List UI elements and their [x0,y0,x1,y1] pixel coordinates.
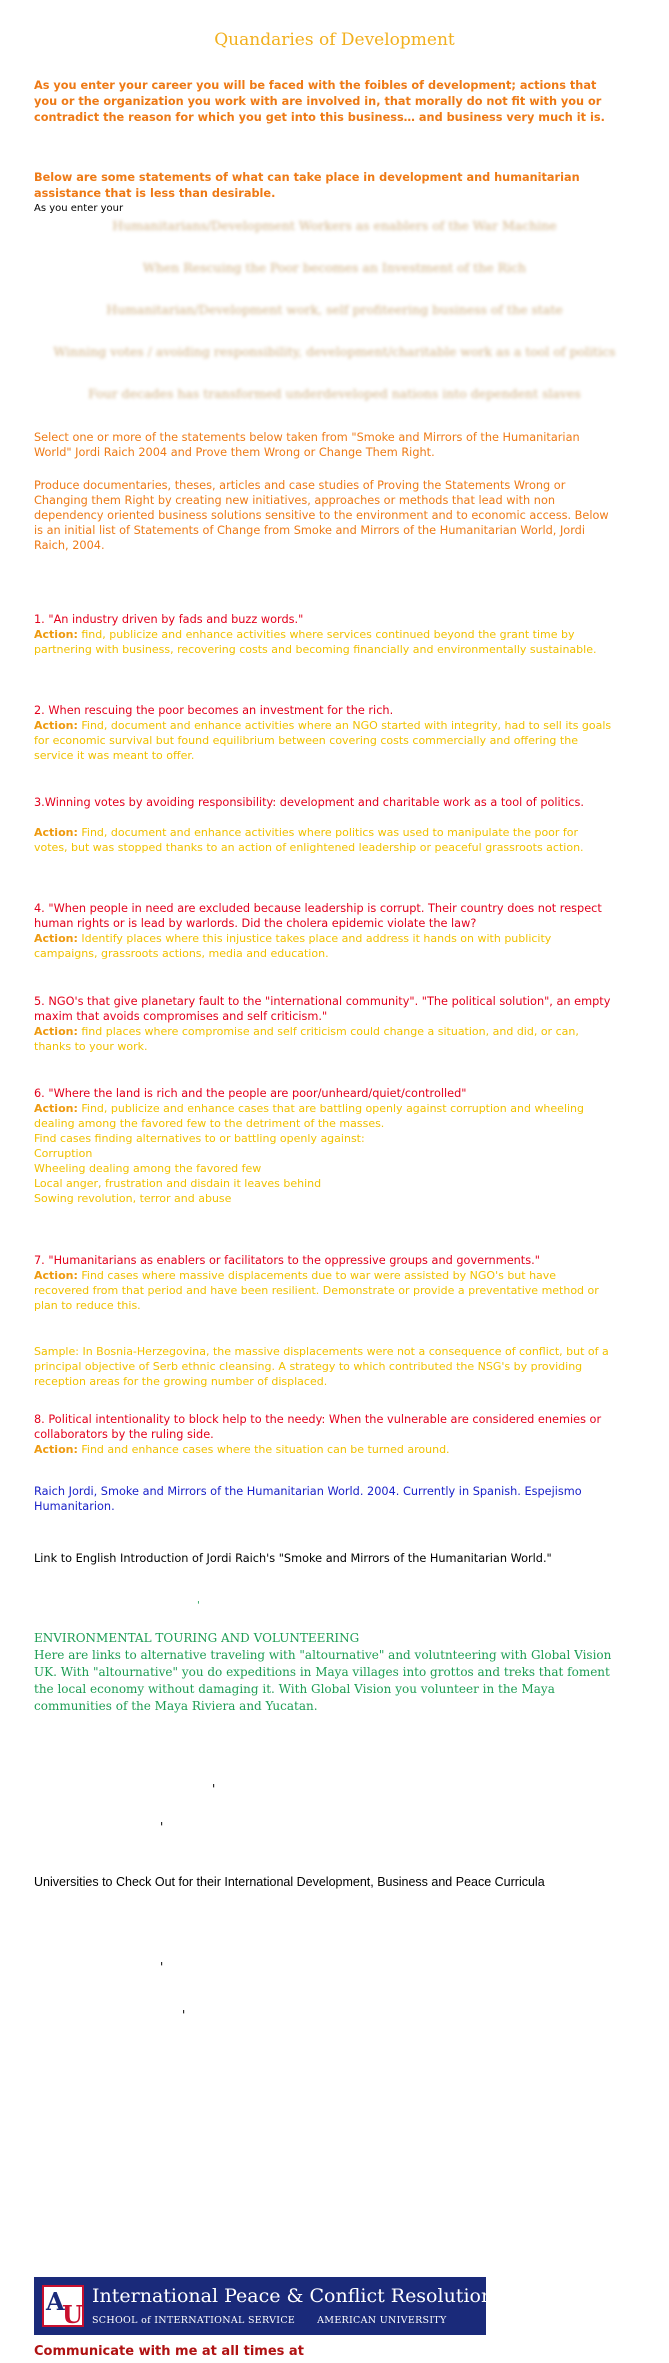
intro-fragment: As you enter your [34,203,124,214]
blurred-statement: Four decades has transformed underdeveloped nations into dependent slaves [88,386,581,401]
statement-action: Action: Find, document and enhance activities where politics was used to manipulate the poor for votes, but was stopped thanks to an action of enlightened leadership or peaceful grassroots action. [34,826,584,854]
blurred-statement: Humanitarians/Development Workers as enablers of the War Machine [112,218,557,233]
statement-heading: 5. NGO's that give planetary fault to the "international community". "The political solution", an empty maxim that avoids compromises and self criticism." [34,995,611,1023]
action-label: Action: [34,1443,78,1456]
statement-action: Action: Identify places where this injustice takes place and address it hands on with publicity campaigns, grassroots actions, media and education. [34,932,552,960]
action-label: Action: [34,1025,78,1038]
banner-title: International Peace & Conflict Resolution [92,2285,494,2307]
english-intro-link[interactable]: Link to English Introduction of Jordi Raich's "Smoke and Mirrors of the Humanitarian World." [34,1552,552,1565]
statement-extra: Find cases finding alternatives to or battling openly against: [34,1132,365,1145]
tick-mark: ' [212,1782,216,1796]
contact-footer: Communicate with me at all times at [34,2344,304,2359]
statement-heading: 7. "Humanitarians as enablers or facilitators to the oppressive groups and governments." [34,1254,540,1267]
statement-heading: 6. "Where the land is rich and the people are poor/unheard/quiet/controlled" [34,1087,467,1100]
statement-extra: Sowing revolution, terror and abuse [34,1192,232,1205]
env-body: Here are links to alternative traveling with "altournative" and volutnteering with Global Vision UK. With "altournative" you do expeditions in Maya villages into grottos and treks that foment the local economy without damaging it. With Global Vision you volunteer in the Maya communities of the Maya Riviera and Yucatan. [34,1648,612,1713]
statement-extra: Corruption [34,1147,93,1160]
env-heading: ENVIRONMENTAL TOURING AND VOLUNTEERING [34,1631,360,1645]
banner-university: AMERICAN UNIVERSITY [317,2315,447,2326]
action-label: Action: [34,719,78,732]
statement-action: Action: Find and enhance cases where the situation can be turned around. [34,1443,450,1456]
action-label: Action: [34,1269,78,1282]
statement-extra: Wheeling dealing among the favored few [34,1162,262,1175]
sample-text: Sample: In Bosnia-Herzegovina, the massive displacements were not a consequence of conflict, but of a principal objective of Serb ethnic cleansing. A strategy to which contributed the NSG's by providing reception areas for the growing number of displaced. [34,1345,609,1388]
tick-mark: ' [160,1960,164,1974]
action-label: Action: [34,826,78,839]
tick-mark: ' [182,2008,186,2022]
action-label: Action: [34,932,78,945]
tick-mark: ' [160,1820,164,1834]
reference-citation: Raich Jordi, Smoke and Mirrors of the Humanitarian World. 2004. Currently in Spanish. Espejismo Humanitarion. [34,1485,582,1513]
statement-heading: 1. "An industry driven by fads and buzz words." [34,613,304,626]
select-instructions: Select one or more of the statements below taken from "Smoke and Mirrors of the Humanitarian World" Jordi Raich 2004 and Prove them Wrong or Change Them Right. [34,431,580,459]
blurred-statement: When Rescuing the Poor becomes an Investment of the Rich [142,260,527,275]
action-label: Action: [34,628,78,641]
ipcr-banner[interactable] [34,2277,494,2335]
statement-extra: Local anger, frustration and disdain it leaves behind [34,1177,322,1190]
statement-action: Action: Find, publicize and enhance cases that are battling openly against corruption and wheeling dealing among the favored few to the detriment of the masses. [34,1102,585,1130]
statement-action: Action: Find cases where massive displacements due to war were assisted by NGO's but have recovered from that period and have been resilient. Demonstrate or provide a preventative method or plan to reduce this. [34,1269,599,1312]
tick-mark: ' [197,1600,200,1611]
statement-heading: 2. When rescuing the poor becomes an investment for the rich. [34,704,394,717]
statement-heading: 4. "When people in need are excluded because leadership is corrupt. Their country does not respect human rights or is lead by warlords. Did the cholera epidemic violate the law? [34,902,602,930]
american-university-logo: A U [42,2285,84,2327]
intro-paragraph-2: Below are some statements of what can take place in development and humanitarian assistance that is less than desirable. [34,171,580,200]
action-label: Action: [34,1102,78,1115]
blurred-statement: Winning votes / avoiding responsibility, development/charitable work as a tool of politics [53,344,616,359]
intro-paragraph: As you enter your career you will be faced with the foibles of development; actions that you or the organization you work with are involved in, that morally do not fit with you or contradict the reason for which you get into this business… and business very much it is. [34,79,605,124]
blurred-statement: Humanitarian/Development work, self profiteering business of the state [106,302,563,317]
page-title: Quandaries of Development [214,30,455,50]
banner-subtitle [92,2315,469,2326]
statement-action: Action: Find, document and enhance activities where an NGO started with integrity, had to sell its goals for economic survival but found equilibrium between covering costs commercially and offering the service it was meant to offer. [34,719,612,762]
statement-action: Action: find places where compromise and self criticism could change a situation, and did, or can, thanks to your work. [34,1025,579,1053]
statement-heading: 8. Political intentionality to block help to the needy: When the vulnerable are considered enemies or collaborators by the ruling side. [34,1413,602,1441]
produce-instructions: Produce documentaries, theses, articles and case studies of Proving the Statements Wrong or Changing them Right by creating new initiatives, approaches or methods that lead with non dependency oriented business solutions sensitive to the environment and to economic access. Below is an initial list of Statements of Change from Smoke and Mirrors of the Humanitarian World, Jordi Raich, 2004. [34,479,609,552]
banner-school: SCHOOL of INTERNATIONAL SERVICE [92,2315,296,2326]
universities-link[interactable]: Universities to Check Out for their International Development, Business and Peace Curricula [34,1875,545,1889]
statement-heading: 3.Winning votes by avoiding responsibility: development and charitable work as a tool of politics. [34,796,584,809]
statement-action: Action: find, publicize and enhance activities where services continued beyond the grant time by partnering with business, recovering costs and becoming financially and environmentally sustainable. [34,628,597,656]
